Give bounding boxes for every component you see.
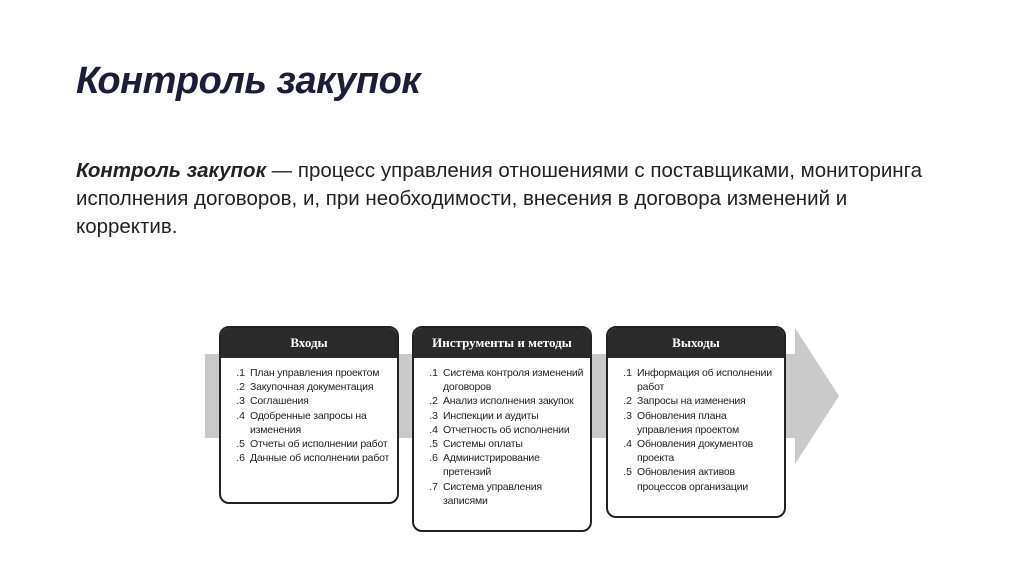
outputs-box [606, 326, 786, 518]
item-text: Информация об исполнении работ [637, 367, 772, 394]
item-number: .5 [623, 466, 632, 479]
inputs-list [221, 358, 397, 471]
outputs-list [608, 358, 784, 500]
item-text: Обновления активов процессов организации [637, 466, 749, 493]
item-number: .4 [429, 423, 438, 436]
list-item [422, 423, 584, 437]
list-item [422, 480, 584, 508]
item-text: Система контроля изменений договоров [443, 367, 584, 394]
item-number: .1 [623, 367, 632, 379]
list-item [616, 394, 778, 408]
item-text: Обновления документов проекта [637, 438, 753, 465]
item-number: .3 [236, 395, 245, 408]
definition-body: — процесс управления отношениями с поставщиками, мониторинга исполнения договоров, и, при необходимости, внесения в договора изменений и корректив. [76, 159, 923, 238]
list-item [422, 409, 584, 423]
list-item [229, 451, 391, 465]
item-number: .4 [623, 438, 632, 451]
item-text: Отчетность об исполнении [443, 423, 570, 436]
item-number: .3 [429, 409, 438, 422]
list-item [229, 409, 391, 437]
list-item [229, 380, 391, 394]
item-number: .1 [429, 367, 438, 379]
list-item [422, 366, 584, 394]
item-text: Отчеты об исполнении работ [250, 438, 388, 451]
list-item [616, 465, 778, 493]
item-text: Одобренные запросы на изменения [250, 409, 367, 436]
inputs-box-title: Входы [221, 328, 397, 358]
item-number: .7 [429, 480, 438, 493]
definition-text [76, 157, 936, 241]
tools-list [414, 358, 590, 514]
slide-title: Контроль закупок [76, 60, 421, 102]
inputs-box [219, 326, 399, 504]
item-text: Закупочная документация [250, 381, 374, 394]
item-number: .5 [429, 438, 438, 451]
item-number: .1 [236, 367, 245, 379]
outputs-box-title: Выходы [608, 328, 784, 358]
item-text: Обновления плана управления проектом [637, 409, 740, 436]
item-text: Соглашения [250, 395, 309, 408]
item-number: .2 [429, 395, 438, 408]
list-item [229, 366, 391, 380]
item-number: .6 [236, 452, 245, 465]
list-item [229, 437, 391, 451]
item-number: .2 [623, 395, 632, 408]
list-item [616, 437, 778, 465]
item-number: .3 [623, 409, 632, 422]
item-text: Запросы на изменения [637, 395, 746, 408]
list-item [616, 409, 778, 437]
item-text: Инспекции и аудиты [443, 409, 539, 422]
item-number: .5 [236, 438, 245, 451]
item-number: .4 [236, 409, 245, 422]
item-text: Системы оплаты [443, 438, 523, 451]
item-number: .2 [236, 381, 245, 394]
item-text: Анализ исполнения закупок [443, 395, 574, 408]
item-number: .6 [429, 452, 438, 465]
item-text: Администрирование претензий [443, 452, 540, 479]
list-item [422, 451, 584, 479]
definition-term: Контроль закупок [76, 159, 266, 182]
tools-box [412, 326, 592, 532]
list-item [422, 394, 584, 408]
item-text: Данные об исполнении работ [250, 452, 390, 465]
tools-box-title: Инструменты и методы [414, 328, 590, 358]
list-item [616, 366, 778, 394]
list-item [422, 437, 584, 451]
item-text: Система управления записями [443, 480, 542, 507]
item-text: План управления проектом [250, 367, 380, 379]
list-item [229, 394, 391, 408]
